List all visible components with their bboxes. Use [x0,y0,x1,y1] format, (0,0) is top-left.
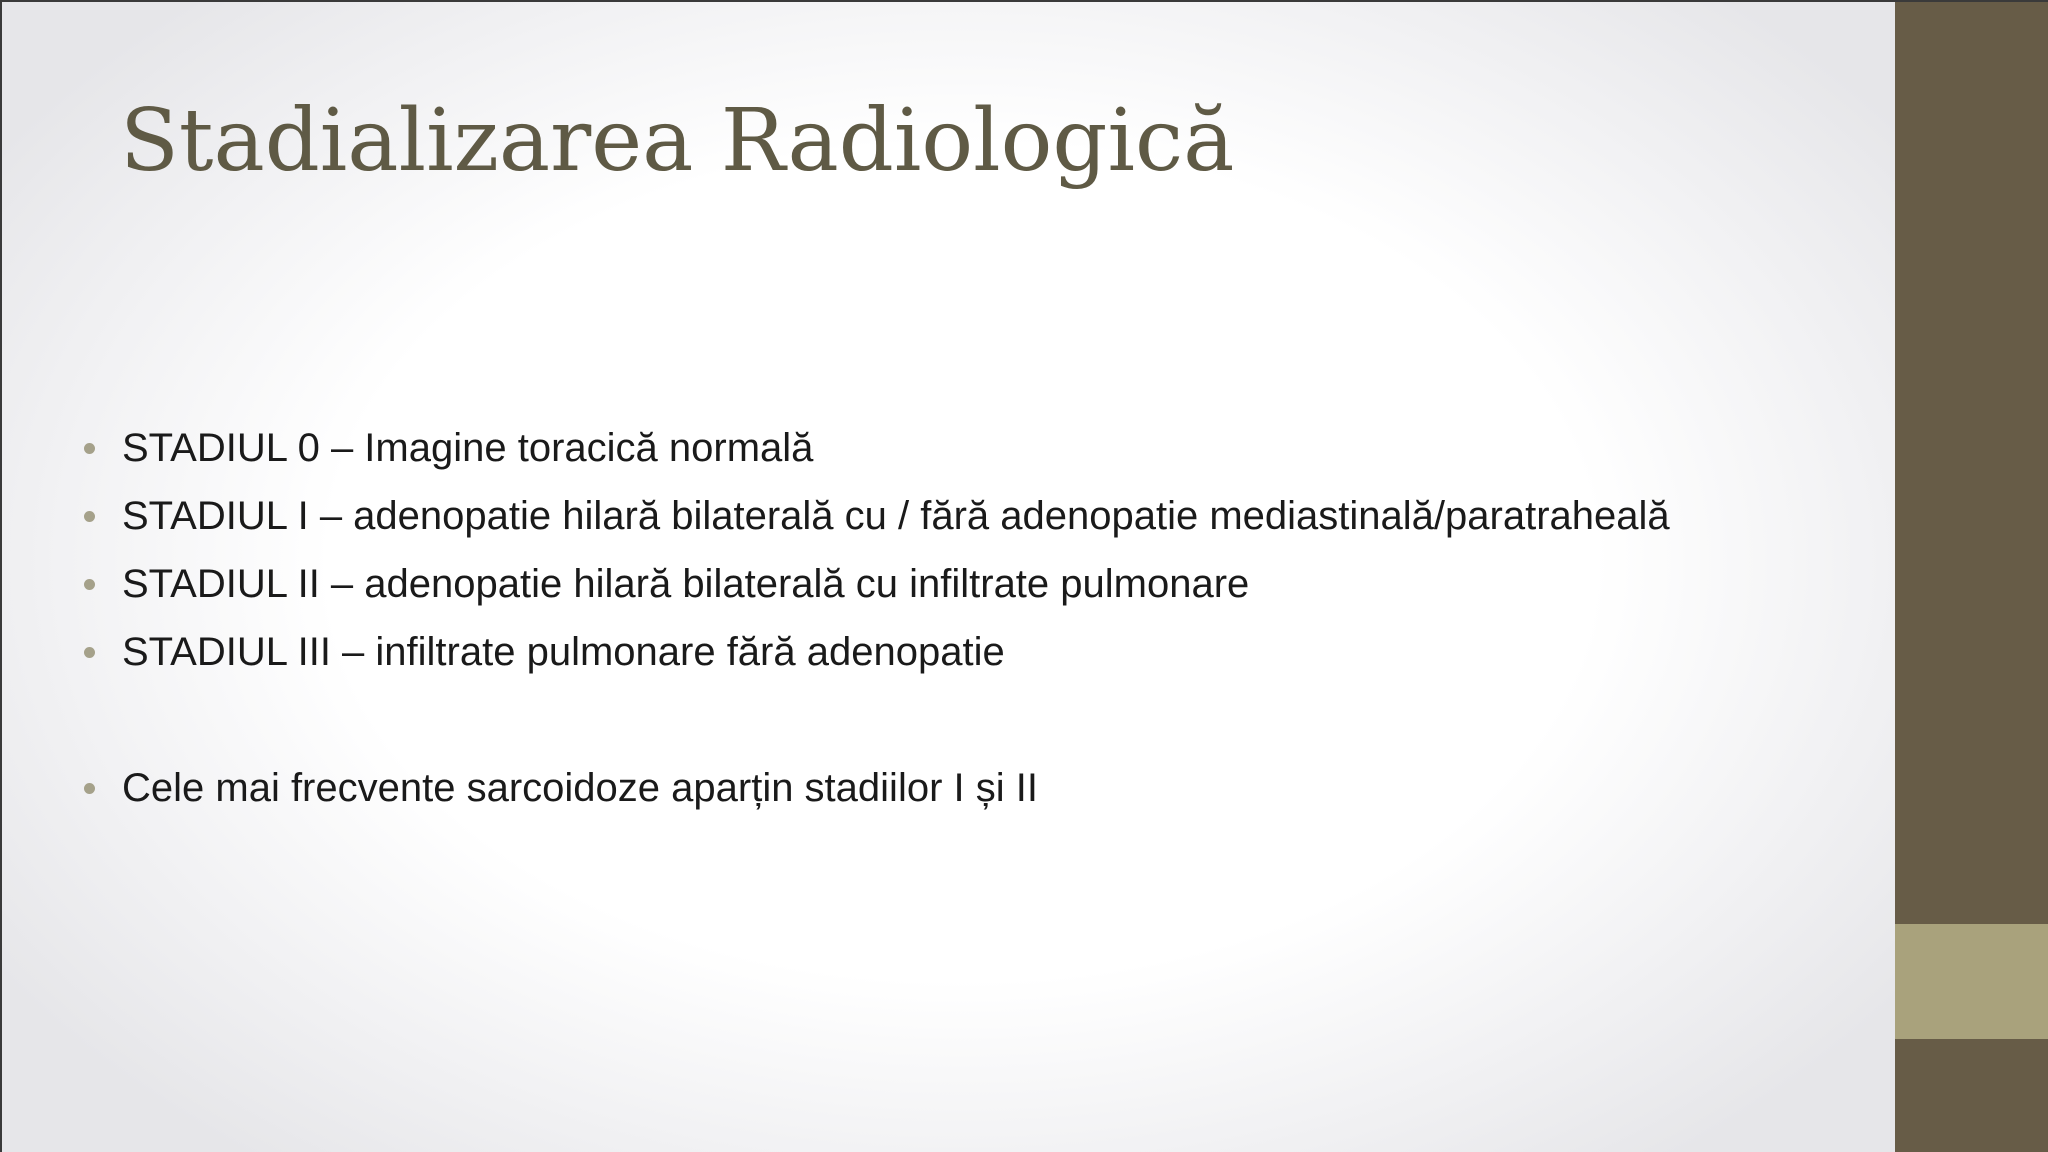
bullet-dot-icon [84,443,95,454]
bullet-text: STADIUL I – adenopatie hilară bilaterală cu / fără adenopatie mediastinală/paratraheală [122,494,1670,538]
slide-title: Stadializarea Radiologică [120,91,1235,191]
bullet-text: Cele mai frecvente sarcoidoze aparțin stadiilor I și II [122,766,1038,810]
bullet-dot-icon [84,783,95,794]
bullet-text: STADIUL 0 – Imagine toracică normală [122,426,814,470]
bullet-dot-icon [84,511,95,522]
bullet-text: STADIUL III – infiltrate pulmonare fără adenopatie [122,630,1005,674]
bullet-item-stage-2 [82,550,1670,618]
bullet-dot-icon [84,579,95,590]
bullet-dot-icon [84,647,95,658]
bullet-item-stage-0 [82,414,1670,482]
bullet-item-stage-3 [82,618,1670,686]
bullet-text: STADIUL II – adenopatie hilară bilaterală cu infiltrate pulmonare [122,562,1250,606]
bullet-list [82,414,1670,822]
bullet-item-summary [82,754,1670,822]
bullet-item-stage-1 [82,482,1670,550]
side-decoration-accent [1895,924,2048,1039]
